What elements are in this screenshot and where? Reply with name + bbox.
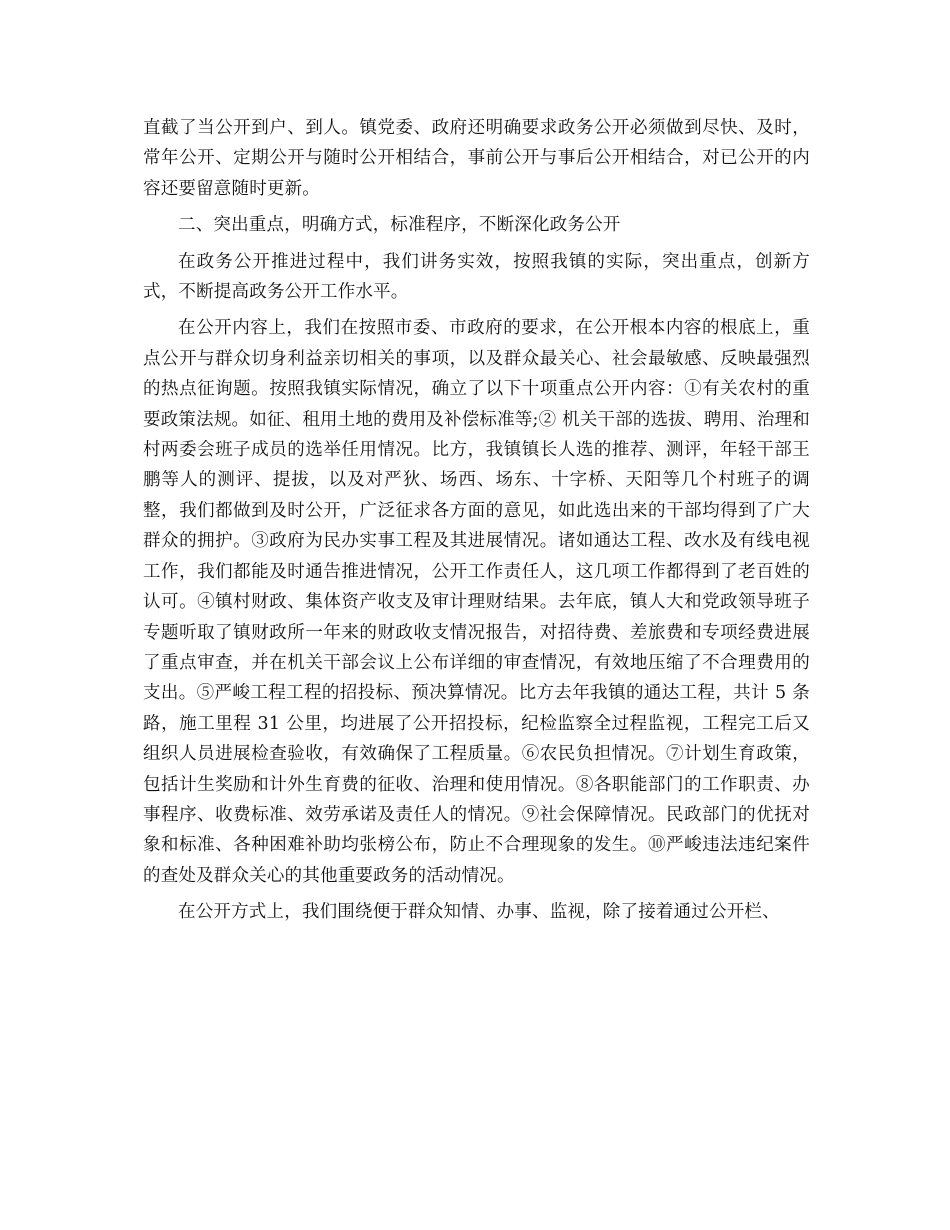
paragraph-intro: 在政务公开推进过程中，我们讲务实效，按照我镇的实际，突出重点，创新方式，不断提高政务公开工作水平。: [143, 251, 810, 303]
document-body: [143, 113, 810, 928]
section-heading: 二、突出重点，明确方式，标准程序，不断深化政务公开: [178, 215, 621, 236]
paragraph-methods: 在公开方式上，我们围绕便于群众知情、办事、监视，除了接着通过公开栏、: [178, 902, 780, 923]
paragraph-continuation: 直截了当公开到户、到人。镇党委、政府还明确要求政务公开必须做到尽快、及时，常年公开、定期公开与随时公开相结合，事前公开与事后公开相结合，对已公开的内容还要留意随时更新。: [143, 118, 810, 199]
paragraph-content-items: 在公开内容上，我们在按照市委、市政府的要求，在公开根本内容的根底上，重点公开与群众切身利益亲切相关的事项，以及群众最关心、社会最敏感、反映最强烈的热点征询题。按照我镇实际情况，确立了以下十项重点公开内容：①有关农村的重要政策法规。如征、租用土地的费用及补偿标准等;② 机关干部的选拔、聘用、治理和村两委会班子成员的选举任用情况。比方，我镇镇长人选的推荐、测评，年轻干部王鹏等人的测评、提拔，以及对严狄、场西、场东、十字桥、天阳等几个村班子的调整，我们都做到及时公开，广泛征求各方面的意见，如此选出来的干部均得到了广大群众的拥护。③政府为民办实事工程及其进展情况。诸如通达工程、改水及有线电视工作，我们都能及时通告推进情况，公开工作责任人，这几项工作都得到了老百姓的认可。④镇村财政、集体资产收支及审计理财结果。去年底，镇人大和党政领导班子专题听取了镇财政所一年来的财政收支情况报告，对招待费、差旅费和专项经费进展了重点审查，并在机关干部会议上公布详细的审查情况，有效地压缩了不合理费用的支出。⑤严峻工程工程的招投标、预决算情况。比方去年我镇的通达工程，共计 5 条路，施工里程 31 公里，均进展了公开招投标，纪检监察全过程监视，工程完工后又组织人员进展检查验收，有效确保了工程质量。⑥农民负担情况。⑦计划生育政策，包括计生奖励和计外生育费的征收、治理和使用情况。⑧各职能部门的工作职责、办事程序、收费标准、效劳承诺及责任人的情况。⑨社会保障情况。民政部门的优抚对象和标准、各种困难补助均张榜公布，防止不合理现象的发生。⑩严峻违法违纪案件的查处及群众关心的其他重要政务的活动情况。: [143, 318, 810, 886]
